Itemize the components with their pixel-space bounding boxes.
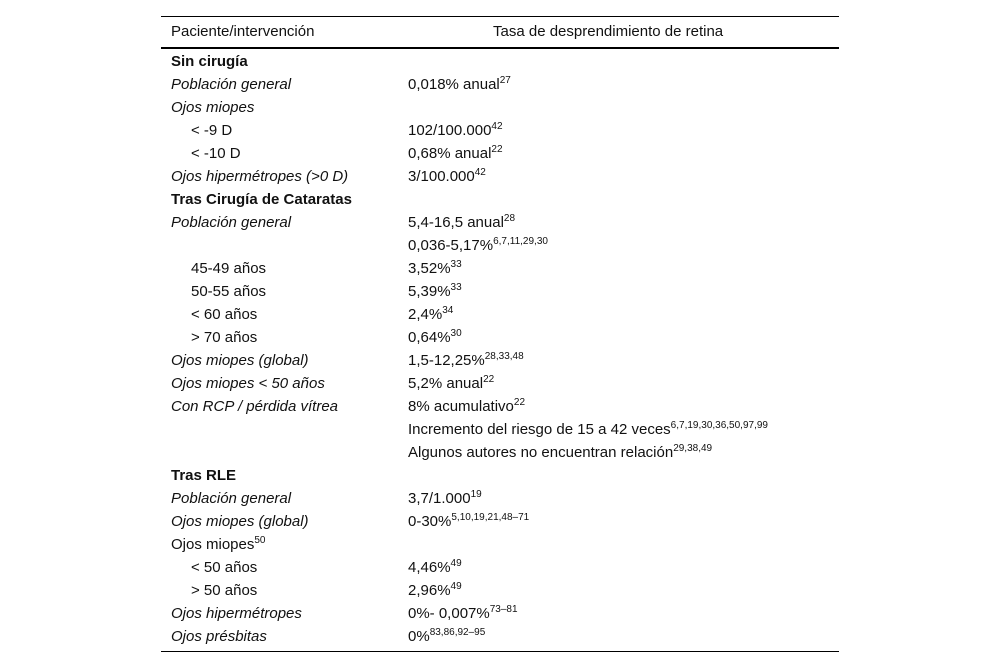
value-reference: 49 (450, 581, 462, 592)
row-value: 4,46%$^{49}$ (408, 558, 462, 576)
row-label: > 50 años (191, 582, 258, 599)
table-row (161, 73, 839, 96)
row-label: Ojos miopes (global) (171, 352, 309, 369)
row-value: 0,64%$^{30}$ (408, 328, 462, 346)
table-row (161, 441, 839, 464)
row-value: 8% acumulativo$^{22}$ (408, 397, 526, 415)
table-row (161, 96, 839, 119)
value-reference: 22 (483, 374, 495, 385)
table-row (161, 211, 839, 234)
row-label: > 70 años (191, 329, 258, 346)
header-col-patient: Paciente/intervención (171, 23, 315, 40)
row-label: 45-49 años (191, 260, 267, 277)
table-row (161, 234, 839, 257)
row-label: Ojos miopes$^{50}$ (171, 535, 266, 553)
table-row (161, 579, 839, 602)
value-reference: 6,7,19,30,36,50,97,99 (670, 420, 768, 431)
value-reference: 19 (470, 489, 482, 500)
row-value: 0,018% anual$^{27}$ (408, 75, 511, 93)
header-col-rate: Tasa de desprendimiento de retina (493, 23, 724, 40)
table-row (161, 556, 839, 579)
row-value: 0%- 0,007%$^{73-81}$ (408, 604, 518, 622)
table-bottom-rule (161, 651, 839, 652)
table-row (161, 188, 839, 211)
row-label: Ojos hipermétropes (>0 D) (171, 168, 349, 185)
table-row (161, 418, 839, 441)
row-value: Algunos autores no encuentran relación$^{29,38,49}$ (408, 443, 713, 461)
table-row (161, 50, 839, 73)
table-row (161, 625, 839, 648)
row-label: Población general (171, 76, 292, 93)
value-reference: 33 (450, 259, 462, 270)
section-heading: Tras RLE (171, 467, 237, 484)
table-row (161, 326, 839, 349)
row-label: < 50 años (191, 559, 258, 576)
table-row (161, 165, 839, 188)
row-value: 0,68% anual$^{22}$ (408, 144, 503, 162)
row-value: 0%$^{83,86,92-95}$ (408, 627, 486, 645)
table-row (161, 395, 839, 418)
row-value: 3,52%$^{33}$ (408, 259, 462, 277)
value-reference: 34 (442, 305, 454, 316)
row-label: Población general (171, 490, 292, 507)
table-row (161, 257, 839, 280)
row-value: 0-30%$^{5,10,19,21,48-71}$ (408, 512, 530, 530)
value-reference: 29,38,49 (673, 443, 713, 454)
table-row (161, 303, 839, 326)
value-reference: 49 (450, 558, 462, 569)
value-reference: 42 (491, 121, 503, 132)
row-value: 5,39%$^{33}$ (408, 282, 462, 300)
value-reference: 33 (450, 282, 462, 293)
table-row (161, 349, 839, 372)
row-value: 3,7/1.000$^{19}$ (408, 489, 482, 507)
row-value: 5,2% anual$^{22}$ (408, 374, 495, 392)
row-value: 2,96%$^{49}$ (408, 581, 462, 599)
value-reference: 42 (474, 167, 486, 178)
section-heading: Sin cirugía (171, 53, 248, 70)
table-row (161, 280, 839, 303)
table-row (161, 510, 839, 533)
row-value: 1,5-12,25%$^{28,33,48}$ (408, 351, 524, 369)
value-reference: 83,86,92–95 (429, 627, 486, 638)
row-value: 2,4%$^{34}$ (408, 305, 454, 323)
value-reference: 73–81 (489, 604, 518, 615)
value-reference: 22 (491, 144, 503, 155)
section-heading: Tras Cirugía de Cataratas (171, 191, 352, 208)
value-reference: 5,10,19,21,48–71 (451, 512, 530, 523)
value-reference: 30 (450, 328, 462, 339)
value-reference: 27 (499, 75, 511, 86)
table-row (161, 602, 839, 625)
label-reference: 50 (254, 535, 266, 546)
row-value: 102/100.000$^{42}$ (408, 121, 503, 139)
row-label: Con RCP / pérdida vítrea (171, 398, 339, 415)
row-label: Población general (171, 214, 292, 231)
value-reference: 28 (503, 213, 516, 224)
table-row (161, 372, 839, 395)
row-value: Incremento del riesgo de 15 a 42 veces$^{6,7,19,30,36,50,97,99}$ (408, 420, 768, 438)
row-value: 5,4-16,5 anual$^{28}$ (408, 213, 516, 231)
value-reference: 28,33,48 (484, 351, 524, 362)
table-header-rule (161, 47, 839, 49)
row-label: < 60 años (191, 306, 258, 323)
row-label: Ojos hipermétropes (171, 605, 302, 622)
table-row (161, 487, 839, 510)
table-header (161, 16, 839, 48)
row-value: 3/100.000$^{42}$ (408, 167, 486, 185)
row-label: < -10 D (191, 145, 241, 162)
row-label: Ojos miopes (global) (171, 513, 309, 530)
row-label: Ojos miopes < 50 años (171, 375, 325, 392)
row-label: 50-55 años (191, 283, 267, 300)
row-label: Ojos miopes (171, 99, 255, 116)
table-row (161, 142, 839, 165)
table-row (161, 119, 839, 142)
row-label: Ojos présbitas (171, 628, 267, 645)
table-row (161, 533, 839, 556)
value-reference: 22 (513, 397, 526, 408)
value-reference: 6,7,11,29,30 (493, 236, 548, 247)
row-value: 0,036-5,17%$^{6,7,11,29,30}$ (408, 236, 548, 254)
row-label: < -9 D (191, 122, 233, 139)
table-row (161, 464, 839, 487)
